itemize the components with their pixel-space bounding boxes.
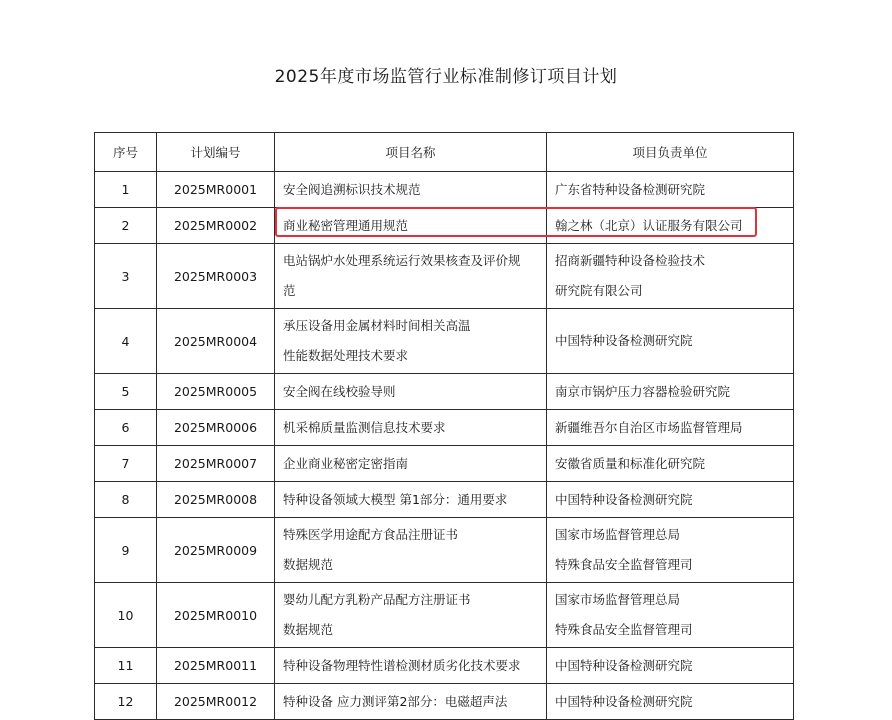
- cell-plan-code: 2025MR0010: [157, 583, 275, 648]
- cell-project-name: [275, 172, 547, 208]
- project-plan-table: [94, 132, 794, 720]
- responsible-unit-line: 中国特种设备检测研究院: [555, 333, 693, 348]
- cell-project-name: [275, 208, 547, 244]
- table-row: [95, 172, 794, 208]
- project-name-line: 范: [283, 283, 296, 298]
- responsible-unit-line: 广东省特种设备检测研究院: [555, 181, 706, 197]
- cell-serial: 5: [95, 374, 157, 410]
- cell-plan-code: 2025MR0007: [157, 446, 275, 482]
- responsible-unit-line: 中国特种设备检测研究院: [555, 693, 693, 709]
- responsible-unit-line: 安徽省质量和标准化研究院: [555, 455, 706, 471]
- cell-responsible-unit: [547, 482, 794, 518]
- table-row: [95, 684, 794, 720]
- project-name-line: 数据规范: [283, 557, 334, 572]
- cell-serial: 4: [95, 309, 157, 374]
- project-name-line: 性能数据处理技术要求: [283, 348, 409, 363]
- table-header-row: [95, 133, 794, 172]
- project-name-line: 数据规范: [283, 622, 334, 637]
- cell-project-name: [275, 446, 547, 482]
- cell-project-name: [275, 518, 547, 583]
- table-row: [95, 518, 794, 583]
- cell-plan-code: 2025MR0008: [157, 482, 275, 518]
- cell-serial: 6: [95, 410, 157, 446]
- cell-plan-code: 2025MR0006: [157, 410, 275, 446]
- cell-responsible-unit: [547, 648, 794, 684]
- responsible-unit-line: 国家市场监督管理总局: [555, 527, 681, 542]
- table-row: [95, 410, 794, 446]
- table-row: [95, 208, 794, 244]
- cell-plan-code: 2025MR0011: [157, 648, 275, 684]
- project-name-line: 承压设备用金属材料时间相关高温: [283, 318, 471, 333]
- table-row: [95, 648, 794, 684]
- cell-responsible-unit: [547, 244, 794, 309]
- header-project-name: 项目名称: [275, 133, 547, 172]
- cell-project-name: [275, 410, 547, 446]
- cell-responsible-unit: [547, 410, 794, 446]
- table-row: [95, 374, 794, 410]
- responsible-unit-line: 翰之林（北京）认证服务有限公司: [555, 217, 743, 233]
- header-plan-code: 计划编号: [157, 133, 275, 172]
- cell-plan-code: 2025MR0012: [157, 684, 275, 720]
- cell-serial: 11: [95, 648, 157, 684]
- cell-serial: 3: [95, 244, 157, 309]
- project-name-line: 电站锅炉水处理系统运行效果核查及评价规: [283, 253, 521, 268]
- responsible-unit-line: 特殊食品安全监督管理司: [555, 622, 693, 637]
- project-name-line: 机采棉质量监测信息技术要求: [283, 419, 446, 435]
- cell-plan-code: 2025MR0005: [157, 374, 275, 410]
- cell-plan-code: 2025MR0009: [157, 518, 275, 583]
- cell-project-name: [275, 374, 547, 410]
- cell-responsible-unit: [547, 208, 794, 244]
- project-name-line: 特种设备 应力测评第2部分：电磁超声法: [283, 693, 508, 709]
- responsible-unit-line: 南京市锅炉压力容器检验研究院: [555, 383, 731, 399]
- responsible-unit-line: 国家市场监督管理总局: [555, 592, 681, 607]
- project-name-line: 特种设备领域大模型 第1部分：通用要求: [283, 491, 508, 507]
- cell-serial: 10: [95, 583, 157, 648]
- project-name-line: 商业秘密管理通用规范: [283, 217, 409, 233]
- cell-responsible-unit: [547, 583, 794, 648]
- cell-responsible-unit: [547, 374, 794, 410]
- table-row: [95, 583, 794, 648]
- cell-project-name: [275, 684, 547, 720]
- project-name-line: 安全阀在线校验导则: [283, 383, 396, 399]
- header-responsible-unit: 项目负责单位: [547, 133, 794, 172]
- project-name-line: 特种设备物理特性谱检测材质劣化技术要求: [283, 657, 521, 673]
- cell-serial: 9: [95, 518, 157, 583]
- cell-plan-code: 2025MR0001: [157, 172, 275, 208]
- cell-responsible-unit: [547, 309, 794, 374]
- responsible-unit-line: 招商新疆特种设备检验技术: [555, 253, 706, 268]
- cell-project-name: [275, 648, 547, 684]
- responsible-unit-line: 研究院有限公司: [555, 283, 643, 298]
- cell-serial: 8: [95, 482, 157, 518]
- project-name-line: 婴幼儿配方乳粉产品配方注册证书: [283, 592, 471, 607]
- responsible-unit-line: 中国特种设备检测研究院: [555, 491, 693, 507]
- cell-project-name: [275, 583, 547, 648]
- cell-serial: 7: [95, 446, 157, 482]
- table-row: [95, 446, 794, 482]
- cell-responsible-unit: [547, 684, 794, 720]
- table-row: [95, 482, 794, 518]
- project-name-line: 特殊医学用途配方食品注册证书: [283, 527, 459, 542]
- project-name-line: 企业商业秘密定密指南: [283, 455, 409, 471]
- project-name-line: 安全阀追溯标识技术规范: [283, 181, 421, 197]
- cell-serial: 1: [95, 172, 157, 208]
- header-serial: 序号: [95, 133, 157, 172]
- cell-responsible-unit: [547, 172, 794, 208]
- cell-serial: 12: [95, 684, 157, 720]
- responsible-unit-line: 特殊食品安全监督管理司: [555, 557, 693, 572]
- cell-project-name: [275, 309, 547, 374]
- table-row: [95, 244, 794, 309]
- cell-responsible-unit: [547, 446, 794, 482]
- cell-plan-code: 2025MR0002: [157, 208, 275, 244]
- responsible-unit-line: 新疆维吾尔自治区市场监督管理局: [555, 419, 743, 435]
- cell-responsible-unit: [547, 518, 794, 583]
- table-row: [95, 309, 794, 374]
- cell-plan-code: 2025MR0004: [157, 309, 275, 374]
- cell-serial: 2: [95, 208, 157, 244]
- cell-plan-code: 2025MR0003: [157, 244, 275, 309]
- cell-project-name: [275, 244, 547, 309]
- cell-project-name: [275, 482, 547, 518]
- page-title: 2025年度市场监管行业标准制修订项目计划: [274, 67, 618, 87]
- responsible-unit-line: 中国特种设备检测研究院: [555, 657, 693, 673]
